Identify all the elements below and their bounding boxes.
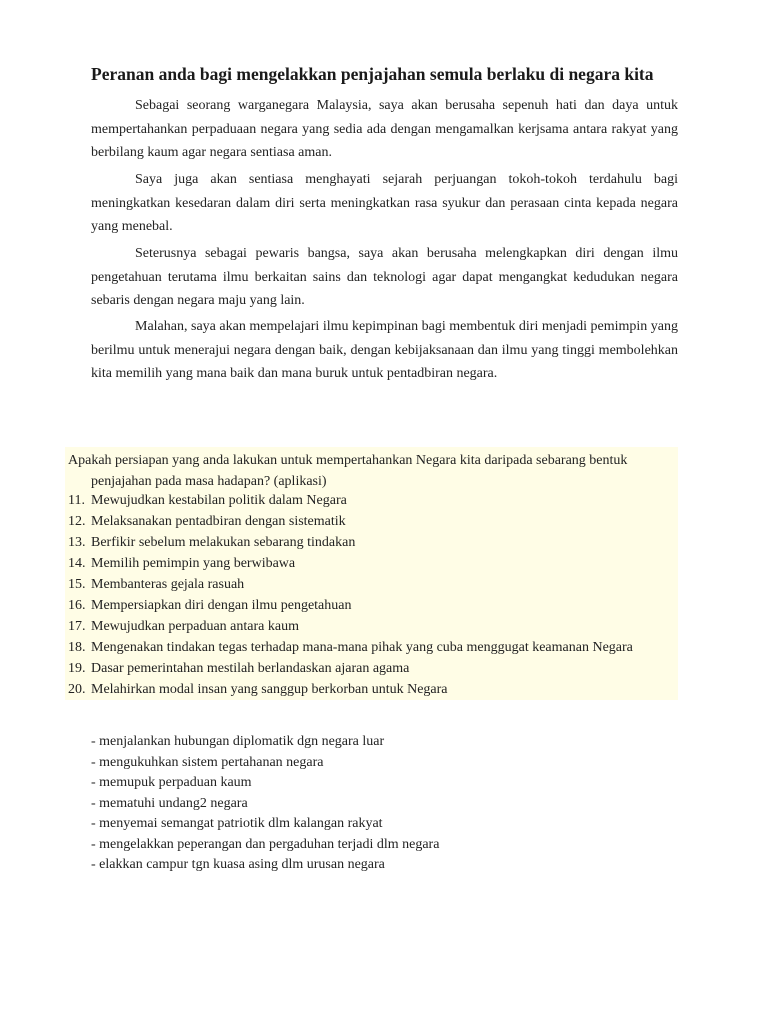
list-item-number: 18. bbox=[68, 640, 86, 655]
list-item-text: Melaksanakan pentadbiran dengan sistematik bbox=[91, 514, 346, 529]
list-item bbox=[68, 679, 633, 700]
list-item-number: 11. bbox=[68, 493, 85, 508]
list-item-number: 14. bbox=[68, 556, 86, 571]
list-item bbox=[68, 616, 633, 637]
list-item-number: 15. bbox=[68, 577, 86, 592]
paragraph-3: Seterusnya sebagai pewaris bangsa, saya akan berusaha melengkapkan diri dengan ilmu pengetahuan terutama ilmu berkaitan sains dan teknologi agar dapat mengangkat kedudukan negara sebaris dengan negara maju yang lain. bbox=[91, 246, 678, 308]
list-item-text: Memilih pemimpin yang berwibawa bbox=[91, 556, 296, 571]
list-item-text: Dasar pemerintahan mestilah berlandaskan ajaran agama bbox=[91, 661, 410, 676]
dash-list-item: - menyemai semangat patriotik dlm kalangan rakyat bbox=[91, 816, 383, 831]
list-item-text: Membanteras gejala rasuah bbox=[91, 577, 245, 592]
list-item bbox=[68, 511, 633, 532]
paragraph-1: Sebagai seorang warganegara Malaysia, saya akan berusaha sepenuh hati dan daya untuk mempertahankan perpaduaan negara yang sedia ada dengan mengamalkan kerjsama antara rakyat yang berbilang kaum agar negara sentiasa aman. bbox=[91, 98, 678, 160]
list-item-number: 17. bbox=[68, 619, 86, 634]
list-item-text: Mewujudkan perpaduan antara kaum bbox=[91, 619, 299, 634]
list-item bbox=[68, 595, 633, 616]
list-item bbox=[68, 532, 633, 553]
document-title: Peranan anda bagi mengelakkan penjajahan semula berlaku di negara kita bbox=[91, 64, 654, 84]
list-item bbox=[68, 553, 633, 574]
dash-list-item: - elakkan campur tgn kuasa asing dlm urusan negara bbox=[91, 857, 385, 872]
dash-list-item: - mengelakkan peperangan dan pergaduhan terjadi dlm negara bbox=[91, 836, 440, 852]
list-item bbox=[68, 490, 633, 511]
question-line-1: Apakah persiapan yang anda lakukan untuk mempertahankan Negara kita daripada sebarang bentuk bbox=[68, 453, 628, 468]
list-item-number: 16. bbox=[68, 598, 86, 613]
list-item-number: 20. bbox=[68, 682, 86, 697]
answer-list bbox=[68, 490, 633, 700]
list-item-text: Melahirkan modal insan yang sanggup berkorban untuk Negara bbox=[91, 682, 448, 697]
paragraph-2: Saya juga akan sentiasa menghayati sejarah perjuangan tokoh-tokoh terdahulu bagi meningkatkan kesedaran dalam diri serta meningkatkan rasa syukur dan perasaan cinta kepada negara yang menebal. bbox=[91, 172, 678, 234]
dash-list-item: - memupuk perpaduan kaum bbox=[91, 775, 252, 790]
dash-list-item: - mengukuhkan sistem pertahanan negara bbox=[91, 754, 324, 770]
list-item bbox=[68, 658, 633, 679]
list-item-text: Mempersiapkan diri dengan ilmu pengetahuan bbox=[91, 598, 352, 613]
list-item-number: 12. bbox=[68, 514, 86, 529]
question-line-2: penjajahan pada masa hadapan? (aplikasi) bbox=[91, 474, 327, 489]
dash-list-item: - mematuhi undang2 negara bbox=[91, 795, 248, 811]
list-item-text: Berfikir sebelum melakukan sebarang tindakan bbox=[91, 535, 356, 550]
list-item-text: Mewujudkan kestabilan politik dalam Negara bbox=[91, 493, 347, 508]
dash-list-item: - menjalankan hubungan diplomatik dgn negara luar bbox=[91, 734, 385, 749]
list-item-number: 19. bbox=[68, 661, 86, 676]
dash-list bbox=[91, 732, 439, 876]
list-item-text: Mengenakan tindakan tegas terhadap mana-mana pihak yang cuba menggugat keamanan Negara bbox=[91, 640, 633, 655]
paragraph-4: Malahan, saya akan mempelajari ilmu kepimpinan bagi membentuk diri menjadi pemimpin yang berilmu untuk menerajui negara dengan baik, dengan kebijaksanaan dan ilmu yang tinggi membolehkan kita memilih yang mana baik dan mana buruk untuk pentadbiran negara. bbox=[91, 319, 678, 381]
list-item-number: 13. bbox=[68, 535, 86, 550]
list-item bbox=[68, 637, 633, 658]
question-text bbox=[68, 450, 676, 492]
list-item bbox=[68, 574, 633, 595]
